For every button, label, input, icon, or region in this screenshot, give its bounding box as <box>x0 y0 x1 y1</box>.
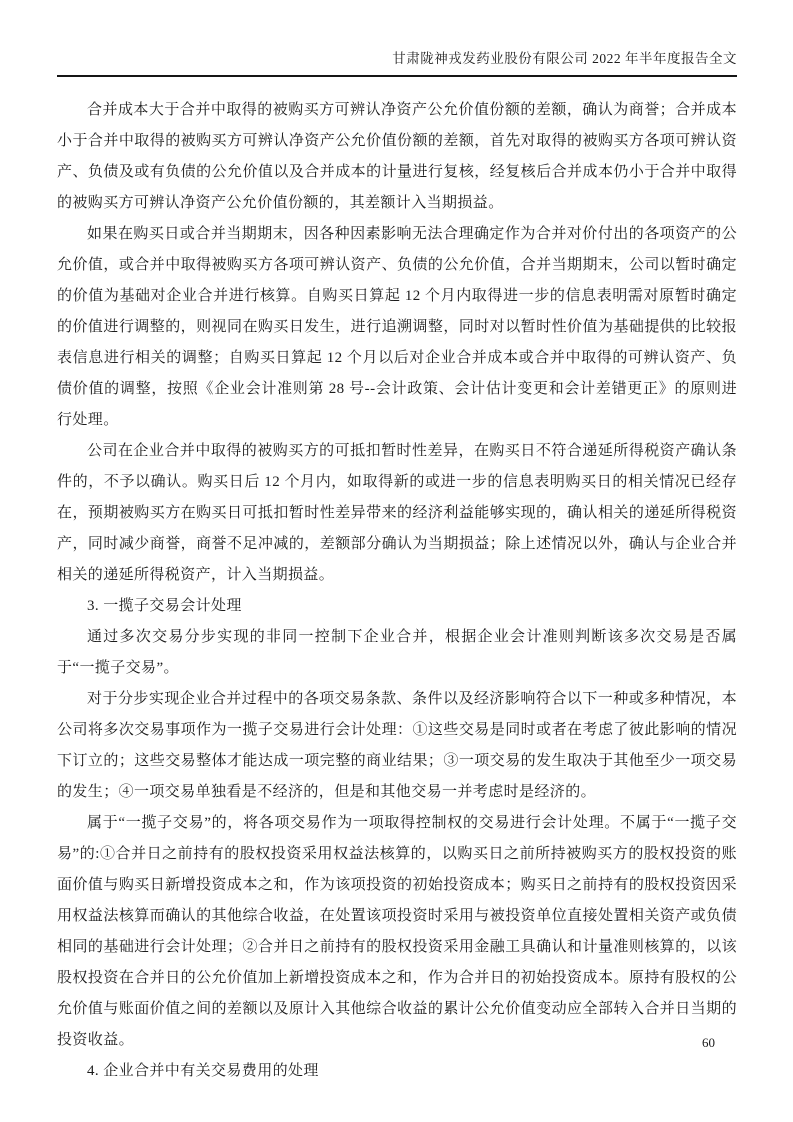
header-title: 甘肃陇神戎发药业股份有限公司 2022 年半年度报告全文 <box>392 51 737 66</box>
section-heading: 4. 企业合并中有关交易费用的处理 <box>87 1063 319 1079</box>
paragraph: 对于分步实现企业合并过程中的各项交易条款、条件以及经济影响符合以下一种或多种情况，本公司将多次交易事项作为一揽子交易进行会计处理：①这些交易是同时或者在考虑了彼此影响的情况下订立的；这些交易整体才能达成一项完整的商业结果；③一项交易的发生取决于其他至少一项交易的发生；④一项交易单独看是不经济的，但是和其他交易一并考虑时是经济的。 <box>57 691 737 800</box>
paragraph: 如果在购买日或合并当期期末，因各种因素影响无法合理确定作为合并对价付出的各项资产的公允价值，或合并中取得被购买方各项可辨认资产、负债的公允价值，合并当期期末，公司以暂时确定的价值为基础对企业合并进行核算。自购买日算起 12 个月内取得进一步的信息表明需对原暂时确定的价值进行调整的，则视同在购买日发生，进行追溯调整，同时对以暂时性价值为基础提供的比较报表信息进行相关的调整；自购买日算起 12 个月以后对企业合并成本或合并中取得的可辨认资产、负债价值的调整，按照《企业会计准则第 28 号--会计政策、会计估计变更和会计差错更正》的原则进行处理。 <box>57 226 737 428</box>
paragraph: 合并成本大于合并中取得的被购买方可辨认净资产公允价值份额的差额，确认为商誉；合并成本小于合并中取得的被购买方可辨认净资产公允价值份额的差额，首先对取得的被购买方各项可辨认资产、负债及或有负债的公允价值以及合并成本的计量进行复核，经复核后合并成本仍小于合并中取得的被购买方可辨认净资产公允价值份额的，其差额计入当期损益。 <box>57 102 737 211</box>
paragraph: 公司在企业合并中取得的被购买方的可抵扣暂时性差异，在购买日不符合递延所得税资产确认条件的，不予以确认。购买日后 12 个月内，如取得新的或进一步的信息表明购买日的相关情况已经存在，预期被购买方在购买日可抵扣暂时性差异带来的经济利益能够实现的，确认相关的递延所得税资产，同时减少商誉，商誉不足冲减的，差额部分确认为当期损益；除上述情况以外，确认与企业合并相关的递延所得税资产，计入当期损益。 <box>57 443 737 583</box>
page-header <box>57 50 737 77</box>
section-heading: 3. 一揽子交易会计处理 <box>87 598 242 614</box>
document-body <box>57 95 737 1087</box>
page-number: 60 <box>702 1035 715 1050</box>
page-footer <box>702 1034 715 1052</box>
paragraph: 属于“一揽子交易”的，将各项交易作为一项取得控制权的交易进行会计处理。不属于“一揽子交易”的:①合并日之前持有的股权投资采用权益法核算的，以购买日之前所持被购买方的股权投资的账面价值与购买日新增投资成本之和，作为该项投资的初始投资成本；购买日之前持有的股权投资因采用权益法核算而确认的其他综合收益，在处置该项投资时采用与被投资单位直接处置相关资产或负债相同的基础进行会计处理；②合并日之前持有的股权投资采用金融工具确认和计量准则核算的，以该股权投资在合并日的公允价值加上新增投资成本之和，作为合并日的初始投资成本。原持有股权的公允价值与账面价值之间的差额以及原计入其他综合收益的累计公允价值变动应全部转入合并日当期的投资收益。 <box>57 815 737 1048</box>
paragraph: 通过多次交易分步实现的非同一控制下企业合并，根据企业会计准则判断该多次交易是否属于“一揽子交易”。 <box>57 629 737 676</box>
